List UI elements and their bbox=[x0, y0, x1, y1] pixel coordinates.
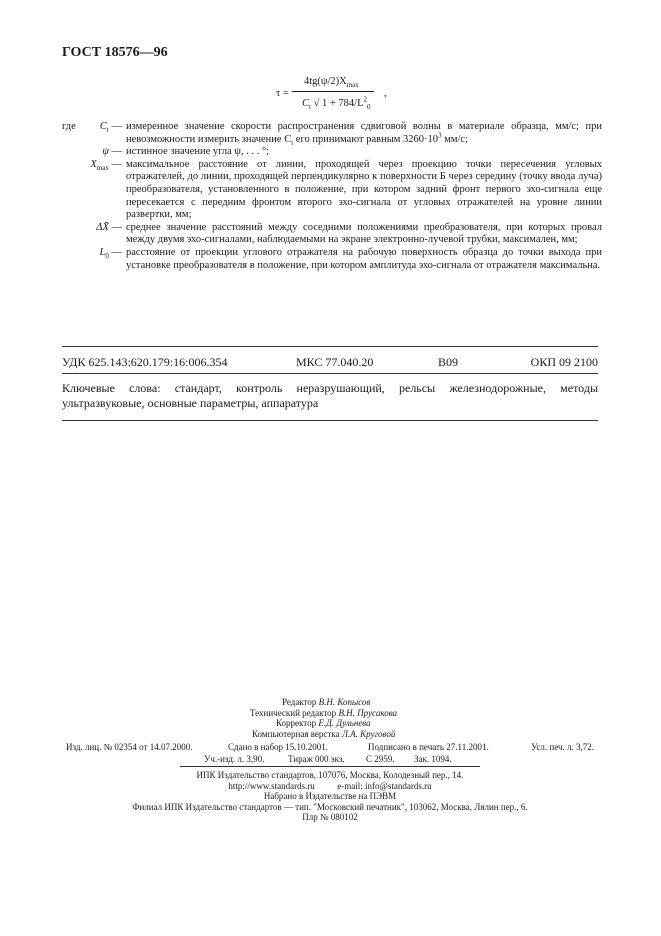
variable-description: истинное значение угла ψ, . . . °; bbox=[126, 146, 270, 158]
group-code: В09 bbox=[438, 355, 459, 369]
mks-code: МКС 77.040.20 bbox=[296, 355, 374, 369]
variable-row-delta-x bbox=[62, 222, 602, 247]
fraction-bar bbox=[292, 91, 374, 92]
keywords: Ключевые слова: стандарт, контроль неразрушающий, рельсы железнодорожные, методы ультразвуковые, основные параметры, аппаратура bbox=[62, 381, 598, 410]
credit-editor: Редактор В.Н. Копысов bbox=[282, 697, 371, 707]
page-header: ГОСТ 18576—96 bbox=[62, 45, 168, 60]
variable-symbol: ΔX̄ — bbox=[96, 221, 122, 233]
variable-symbol: $L_0$ — bbox=[99, 246, 122, 261]
formula-lhs: τ = bbox=[276, 88, 289, 99]
variable-row-psi bbox=[62, 146, 602, 159]
publishing-code: С 2959. bbox=[366, 754, 395, 764]
imprint-publisher: ИПК Издательство стандартов, 107076, Москва, Колодезный пер., 14. bbox=[196, 770, 464, 780]
variable-description: измеренное значение скорости распространения сдвиговой волны в материале образца, мм/с; при невозможности измерить значение $C_t$ его принимают равным $3260\cdot 10^3$ мм/с; bbox=[126, 121, 602, 147]
variable-row-ct bbox=[62, 121, 602, 146]
variable-description: среднее значение расстояний между соседними положениями преобразователя, при которых провал между двумя эхо-сигналами, наблюдаемыми на экране электронно-лучевой трубки, максимален, мм; bbox=[126, 221, 602, 246]
credit-tech-editor: Технический редактор В.Н. Прусакова bbox=[250, 707, 398, 718]
variable-row-l0 bbox=[62, 247, 602, 272]
formula-trailing: , bbox=[384, 88, 387, 99]
imprint-contacts: http://www.standards.ru e-mail: info@standards.ru bbox=[228, 780, 432, 791]
divider-middle bbox=[62, 373, 598, 374]
variable-definitions bbox=[62, 121, 602, 272]
variable-row-xmax bbox=[62, 159, 602, 222]
formula-numerator: $4tg(\psi/2)X_{max}$ bbox=[304, 76, 359, 90]
imprint-license: Плр № 080102 bbox=[302, 812, 358, 822]
divider-imprint bbox=[180, 766, 480, 767]
publishing-order: Зак. 1094. bbox=[414, 754, 452, 764]
udk-code: УДК 625.143:620.179:16:006.354 bbox=[62, 355, 228, 369]
variable-symbol: $X_{max}$ — bbox=[90, 158, 122, 172]
imprint-printer: Филиал ИПК Издательство стандартов — тип. "Московский печатник", 103062, Москва, Лялин пер., 6. bbox=[132, 801, 528, 812]
imprint-block bbox=[62, 770, 598, 823]
publishing-typeset-date: Сдано в набор 15.10.2001. bbox=[228, 742, 329, 752]
imprint-typeset: Набрано в Издательстве на ПЭВМ bbox=[263, 791, 397, 801]
formula-tau bbox=[276, 76, 406, 122]
publishing-print-date: Подписано в печать 27.11.2001. bbox=[368, 742, 489, 752]
publishing-print-sheets: Усл. печ. л. 3,72. bbox=[531, 742, 594, 752]
variable-symbol: ψ — bbox=[102, 146, 122, 158]
variable-description: максимальное расстояние от линии, проходящей через проекцию точки пересечения угловых отражателей, до линии, проходящей перпендикулярно к поверхности Б через середину (точку ввода луча) преобразователя, установленного в положение, при котором задний фронт первого эхо-сигнала еще пересекается с передним фронтом второго эхо-сигнала от угловых отражателей на уровне линии развертки, мм; bbox=[126, 158, 602, 221]
formula-denominator: $C_t$ √ $1 + 784/L^2_0$ bbox=[302, 95, 371, 112]
credit-layout: Компьютерная верстка Л.А. Круговой bbox=[252, 728, 396, 739]
publishing-edit-sheets: Уч.-изд. л. 3,90. bbox=[204, 754, 265, 764]
publishing-license: Изд. лиц. № 02354 от 14.07.2000. bbox=[66, 742, 193, 752]
okp-code: ОКП 09 2100 bbox=[530, 355, 598, 369]
divider-top bbox=[62, 346, 598, 347]
divider-bottom bbox=[62, 420, 598, 421]
variable-description: расстояние от проекции углового отражателя на рабочую поверхность образца до точки выхода при установке преобразователя в положение, при котором амплитуда эхо-сигнала от отражателя максимальна. bbox=[126, 246, 602, 271]
credits-block bbox=[220, 697, 440, 739]
credit-corrector: Корректор Е.Д. Дульнева bbox=[276, 718, 371, 728]
variable-symbol: где $C_t$ — bbox=[62, 121, 122, 135]
publishing-circulation: Тираж 000 экз. bbox=[288, 754, 345, 764]
